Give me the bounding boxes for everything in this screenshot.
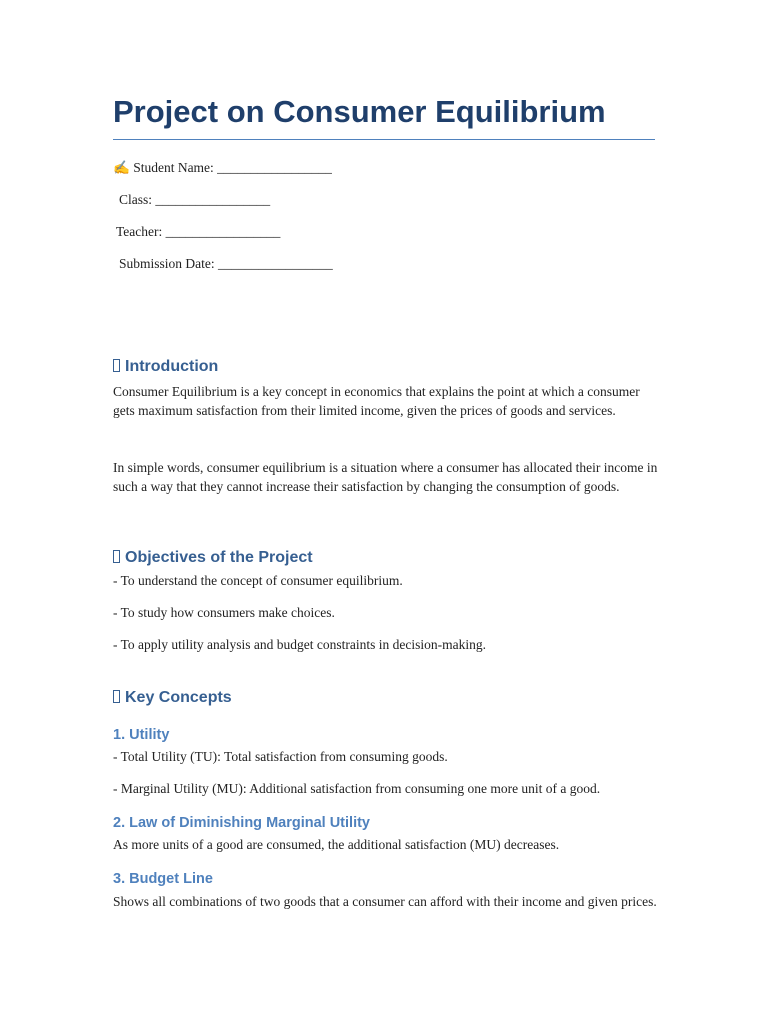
objective-item: - To understand the concept of consumer equilibrium. <box>113 573 403 588</box>
missing-glyph-box-icon <box>113 690 120 703</box>
writing-hand-icon: ✍ <box>113 160 130 175</box>
dmu-subheading: 2. Law of Diminishing Marginal Utility <box>113 815 370 831</box>
teacher-field: Teacher: _________________ <box>116 224 281 239</box>
student-name-field <box>113 160 332 176</box>
missing-glyph-box-icon <box>113 359 120 372</box>
objectives-heading <box>113 549 313 567</box>
utility-item: - Marginal Utility (MU): Additional satisfaction from consuming one more unit of a good. <box>113 781 601 796</box>
budget-line-subheading: 3. Budget Line <box>113 871 213 887</box>
class-field: Class: _________________ <box>119 192 271 207</box>
introduction-paragraph-2: In simple words, consumer equilibrium is a situation where a consumer has allocated their income in such a way that they cannot increase their satisfaction by changing the consumption of goods. <box>113 460 658 495</box>
key-concepts-heading <box>113 689 232 707</box>
title-underline <box>113 139 655 140</box>
document-title: Project on Consumer Equilibrium <box>113 94 606 129</box>
introduction-paragraph-1: Consumer Equilibrium is a key concept in economics that explains the point at which a consumer gets maximum satisfaction from their limited income, given the prices of goods and services. <box>113 384 640 419</box>
utility-subheading: 1. Utility <box>113 727 170 743</box>
missing-glyph-box-icon <box>113 550 120 563</box>
budget-line-text: Shows all combinations of two goods that a consumer can afford with their income and given prices. <box>113 894 657 909</box>
utility-item: - Total Utility (TU): Total satisfaction from consuming goods. <box>113 749 448 764</box>
submission-date-field: Submission Date: _________________ <box>119 256 333 271</box>
objectives-heading-text: Objectives of the Project <box>125 549 313 566</box>
student-name-label: Student Name: _________________ <box>133 160 332 175</box>
introduction-heading <box>113 358 218 376</box>
objective-item: - To apply utility analysis and budget constraints in decision-making. <box>113 637 486 652</box>
objective-item: - To study how consumers make choices. <box>113 605 335 620</box>
dmu-text: As more units of a good are consumed, the additional satisfaction (MU) decreases. <box>113 837 560 852</box>
key-concepts-heading-text: Key Concepts <box>125 689 232 706</box>
introduction-heading-text: Introduction <box>125 358 219 375</box>
